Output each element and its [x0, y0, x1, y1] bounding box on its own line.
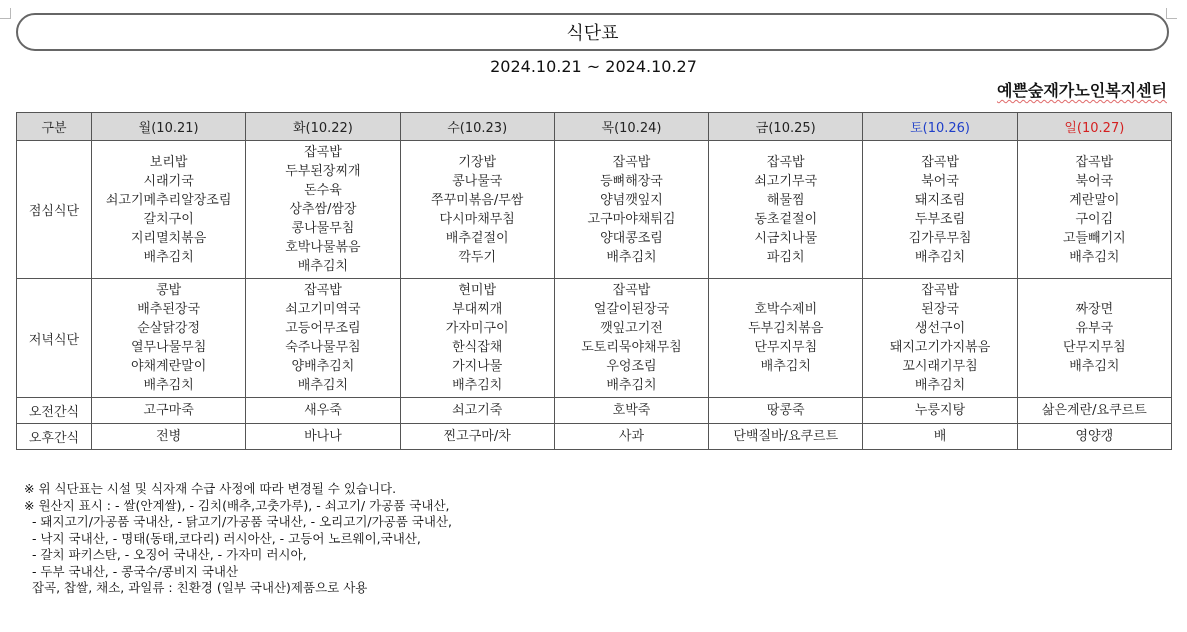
menu-row [17, 398, 1172, 424]
menu-cell-fri [709, 279, 863, 398]
menu-item: 영양갱 [1075, 429, 1114, 444]
menu-row [17, 141, 1172, 279]
menu-item: 기장밥 [458, 154, 497, 170]
menu-cell-mon [92, 424, 246, 450]
menu-cell-sat [863, 141, 1017, 279]
note-line: ※ 위 식단표는 시설 및 식자재 수급 사정에 따라 변경될 수 있습니다. [24, 481, 397, 496]
menu-item: 콩밥 [156, 283, 182, 298]
menu-item: 숙주나물무침 [285, 340, 361, 355]
menu-item: 동초겉절이 [754, 211, 818, 227]
menu-item: 호박죽 [612, 403, 651, 418]
menu-item: 배추김치 [143, 378, 194, 393]
menu-cell-mon [92, 398, 246, 424]
menu-item: 배추된장국 [137, 302, 201, 317]
menu-item: 해물찜 [766, 192, 805, 208]
menu-item: 배추김치 [297, 259, 349, 274]
menu-period: 2024.10.21 ~ 2024.10.27 [490, 57, 697, 76]
menu-item: 도토리묵야채무침 [581, 340, 682, 355]
menu-item: 쇠고기죽 [452, 403, 503, 418]
menu-cell-fri [709, 398, 863, 424]
menu-cell-tue [246, 141, 400, 279]
menu-item: 배추김치 [914, 249, 966, 265]
menu-item: 얼갈이된장국 [593, 302, 670, 317]
menu-item: 배추겉절이 [445, 230, 509, 246]
menu-table [16, 112, 1172, 450]
menu-cell-wed [400, 279, 554, 398]
menu-item: 바나나 [304, 429, 342, 444]
page-corner-mark-left [0, 8, 11, 19]
menu-item: 호박나물볶음 [285, 240, 361, 255]
menu-cell-sat [863, 279, 1017, 398]
menu-cell-fri [709, 141, 863, 279]
menu-cell-mon [92, 141, 246, 279]
row-label: 저녁식단 [17, 279, 92, 398]
menu-item: 지리멸치볶음 [130, 230, 207, 246]
menu-row [17, 279, 1172, 398]
menu-item: 깍두기 [458, 249, 497, 265]
menu-item: 파김치 [766, 249, 805, 265]
menu-item: 콩나물무침 [291, 221, 355, 236]
header-day-mon: 월(10.21) [92, 113, 246, 141]
menu-item: 고등어무조림 [285, 321, 361, 336]
menu-item: 갈치구이 [143, 211, 194, 227]
menu-item: 땅콩죽 [766, 403, 805, 418]
header-day-sun: 일(10.27) [1017, 113, 1171, 141]
menu-item: 배추김치 [297, 378, 349, 393]
note-line: 잡곡, 찹쌀, 채소, 과일류 : 친환경 (일부 국내산)제품으로 사용 [24, 580, 368, 595]
menu-item: 고구마야채튀김 [587, 211, 676, 227]
menu-item: 배추김치 [606, 378, 657, 393]
menu-item: 쇠고기미역국 [285, 302, 361, 317]
note-line: - 갈치 파키스탄, - 오징어 국내산, - 가자미 러시아, [24, 547, 307, 562]
menu-item: 가자미구이 [445, 321, 509, 336]
row-label: 오후간식 [17, 424, 92, 450]
menu-item: 생선구이 [914, 321, 966, 336]
menu-item: 배추김치 [143, 249, 194, 265]
note-line: - 두부 국내산, - 콩국수/콩비지 국내산 [24, 563, 239, 579]
menu-item: 호박수제비 [754, 302, 818, 317]
menu-item: 현미밥 [458, 283, 497, 298]
menu-item: 야채계란말이 [130, 359, 207, 374]
menu-item: 시금치나물 [754, 230, 818, 246]
menu-item: 배추김치 [1069, 359, 1120, 374]
menu-cell-sun [1017, 424, 1171, 450]
menu-item: 돼지조림 [914, 192, 966, 208]
menu-item: 다시마채무침 [439, 211, 515, 227]
row-label: 점심식단 [17, 141, 92, 279]
menu-item: 잡곡밥 [612, 154, 651, 170]
menu-item: 돈수육 [304, 183, 342, 198]
header-day-fri: 금(10.25) [709, 113, 863, 141]
menu-item: 배추김치 [914, 378, 966, 393]
note-line: - 낙지 국내산, - 명태(동태,코다리) 러시아산, - 고등어 노르웨이,국내산, [24, 530, 421, 546]
menu-item: 쇠고기메추리알장조림 [105, 192, 232, 208]
menu-cell-tue [246, 279, 400, 398]
menu-item: 양념깻잎지 [600, 192, 663, 208]
menu-item: 찐고구마/차 [443, 429, 511, 444]
menu-item: 꼬시래기무침 [902, 359, 978, 374]
menu-row [17, 424, 1172, 450]
menu-cell-thu [554, 279, 708, 398]
note-line: ※ 원산지 표시 : - 쌀(안계쌀), - 김치(배추,고춧가루), - 쇠고기/ 가공품 국내산, [24, 497, 450, 513]
menu-item: 깻잎고기전 [600, 321, 663, 336]
menu-item: 고구마죽 [143, 403, 194, 418]
notes-section [24, 481, 452, 597]
header-day-tue: 화(10.22) [246, 113, 400, 141]
menu-item: 된장국 [921, 302, 959, 317]
menu-item: 새우죽 [304, 403, 342, 418]
menu-item: 배추김치 [1069, 249, 1120, 265]
menu-item: 양배추김치 [291, 359, 355, 374]
menu-cell-sun [1017, 141, 1171, 279]
menu-cell-wed [400, 398, 554, 424]
menu-cell-sat [863, 424, 1017, 450]
menu-cell-thu [554, 141, 708, 279]
menu-item: 유부국 [1075, 321, 1114, 336]
menu-item: 부대찌개 [452, 302, 503, 317]
menu-item: 잡곡밥 [612, 283, 651, 298]
menu-item: 돼지고기가지볶음 [889, 340, 991, 355]
menu-cell-fri [709, 424, 863, 450]
menu-cell-wed [400, 424, 554, 450]
page-corner-mark-right [1166, 8, 1177, 19]
menu-item: 구이김 [1075, 211, 1114, 227]
menu-item: 북어국 [921, 173, 959, 189]
menu-item: 두부된장찌개 [285, 164, 361, 179]
menu-item: 잡곡밥 [921, 154, 959, 170]
menu-item: 쇠고기무국 [754, 173, 818, 189]
page-title: 식단표 [566, 23, 619, 44]
menu-cell-tue [246, 398, 400, 424]
menu-item: 삶은계란/요쿠르트 [1041, 403, 1147, 418]
menu-item: 콩나물국 [452, 173, 503, 189]
menu-item: 고들빼기지 [1062, 230, 1126, 246]
menu-item: 잡곡밥 [304, 145, 342, 160]
menu-item: 가지나물 [452, 359, 503, 374]
menu-item: 시래기국 [143, 173, 194, 189]
menu-item: 등뼈해장국 [600, 173, 663, 189]
menu-item: 단백질바/요쿠르트 [733, 429, 839, 444]
title-banner [16, 13, 1169, 51]
menu-item: 배추김치 [452, 378, 503, 393]
menu-item: 열무나물무침 [130, 340, 207, 355]
menu-cell-thu [554, 424, 708, 450]
menu-item: 짜장면 [1075, 302, 1114, 317]
menu-item: 잡곡밥 [1075, 154, 1114, 170]
menu-item: 배추김치 [606, 249, 657, 265]
menu-item: 잡곡밥 [921, 283, 959, 298]
menu-item: 계란말이 [1069, 192, 1120, 208]
note-line: - 돼지고기/가공품 국내산, - 닭고기/가공품 국내산, - 오리고기/가공품 국내산, [24, 514, 452, 529]
header-day-wed: 수(10.23) [400, 113, 554, 141]
header-day-thu: 목(10.24) [554, 113, 708, 141]
row-label: 오전간식 [17, 398, 92, 424]
menu-item: 누룽지탕 [914, 403, 966, 418]
header-day-sat: 토(10.26) [863, 113, 1017, 141]
menu-item: 두부조림 [914, 211, 966, 227]
menu-cell-sun [1017, 398, 1171, 424]
menu-cell-sun [1017, 279, 1171, 398]
menu-item: 북어국 [1075, 173, 1114, 189]
menu-item: 사과 [618, 429, 645, 444]
menu-cell-thu [554, 398, 708, 424]
center-name: 예쁜숲재가노인복지센터 [996, 81, 1167, 100]
menu-item: 배 [933, 429, 947, 444]
menu-cell-wed [400, 141, 554, 279]
menu-item: 보리밥 [149, 154, 188, 170]
menu-cell-sat [863, 398, 1017, 424]
header-row [17, 113, 1172, 141]
menu-item: 상추쌈/쌈장 [289, 202, 357, 217]
menu-item: 양대콩조림 [600, 230, 663, 246]
menu-item: 잡곡밥 [766, 154, 805, 170]
menu-item: 단무지무침 [1062, 340, 1126, 355]
menu-item: 배추김치 [760, 359, 811, 374]
menu-item: 한식잡채 [452, 340, 503, 355]
menu-item: 김가루무침 [908, 230, 972, 246]
menu-cell-mon [92, 279, 246, 398]
menu-item: 전병 [156, 429, 182, 444]
menu-item: 잡곡밥 [304, 283, 342, 298]
menu-item: 우엉조림 [606, 359, 657, 374]
header-category: 구분 [17, 113, 92, 141]
menu-item: 단무지무침 [754, 340, 818, 355]
menu-cell-tue [246, 424, 400, 450]
menu-item: 쭈꾸미볶음/무쌈 [431, 192, 524, 208]
menu-item: 순살닭강정 [137, 321, 201, 336]
menu-item: 두부김치볶음 [748, 321, 824, 336]
